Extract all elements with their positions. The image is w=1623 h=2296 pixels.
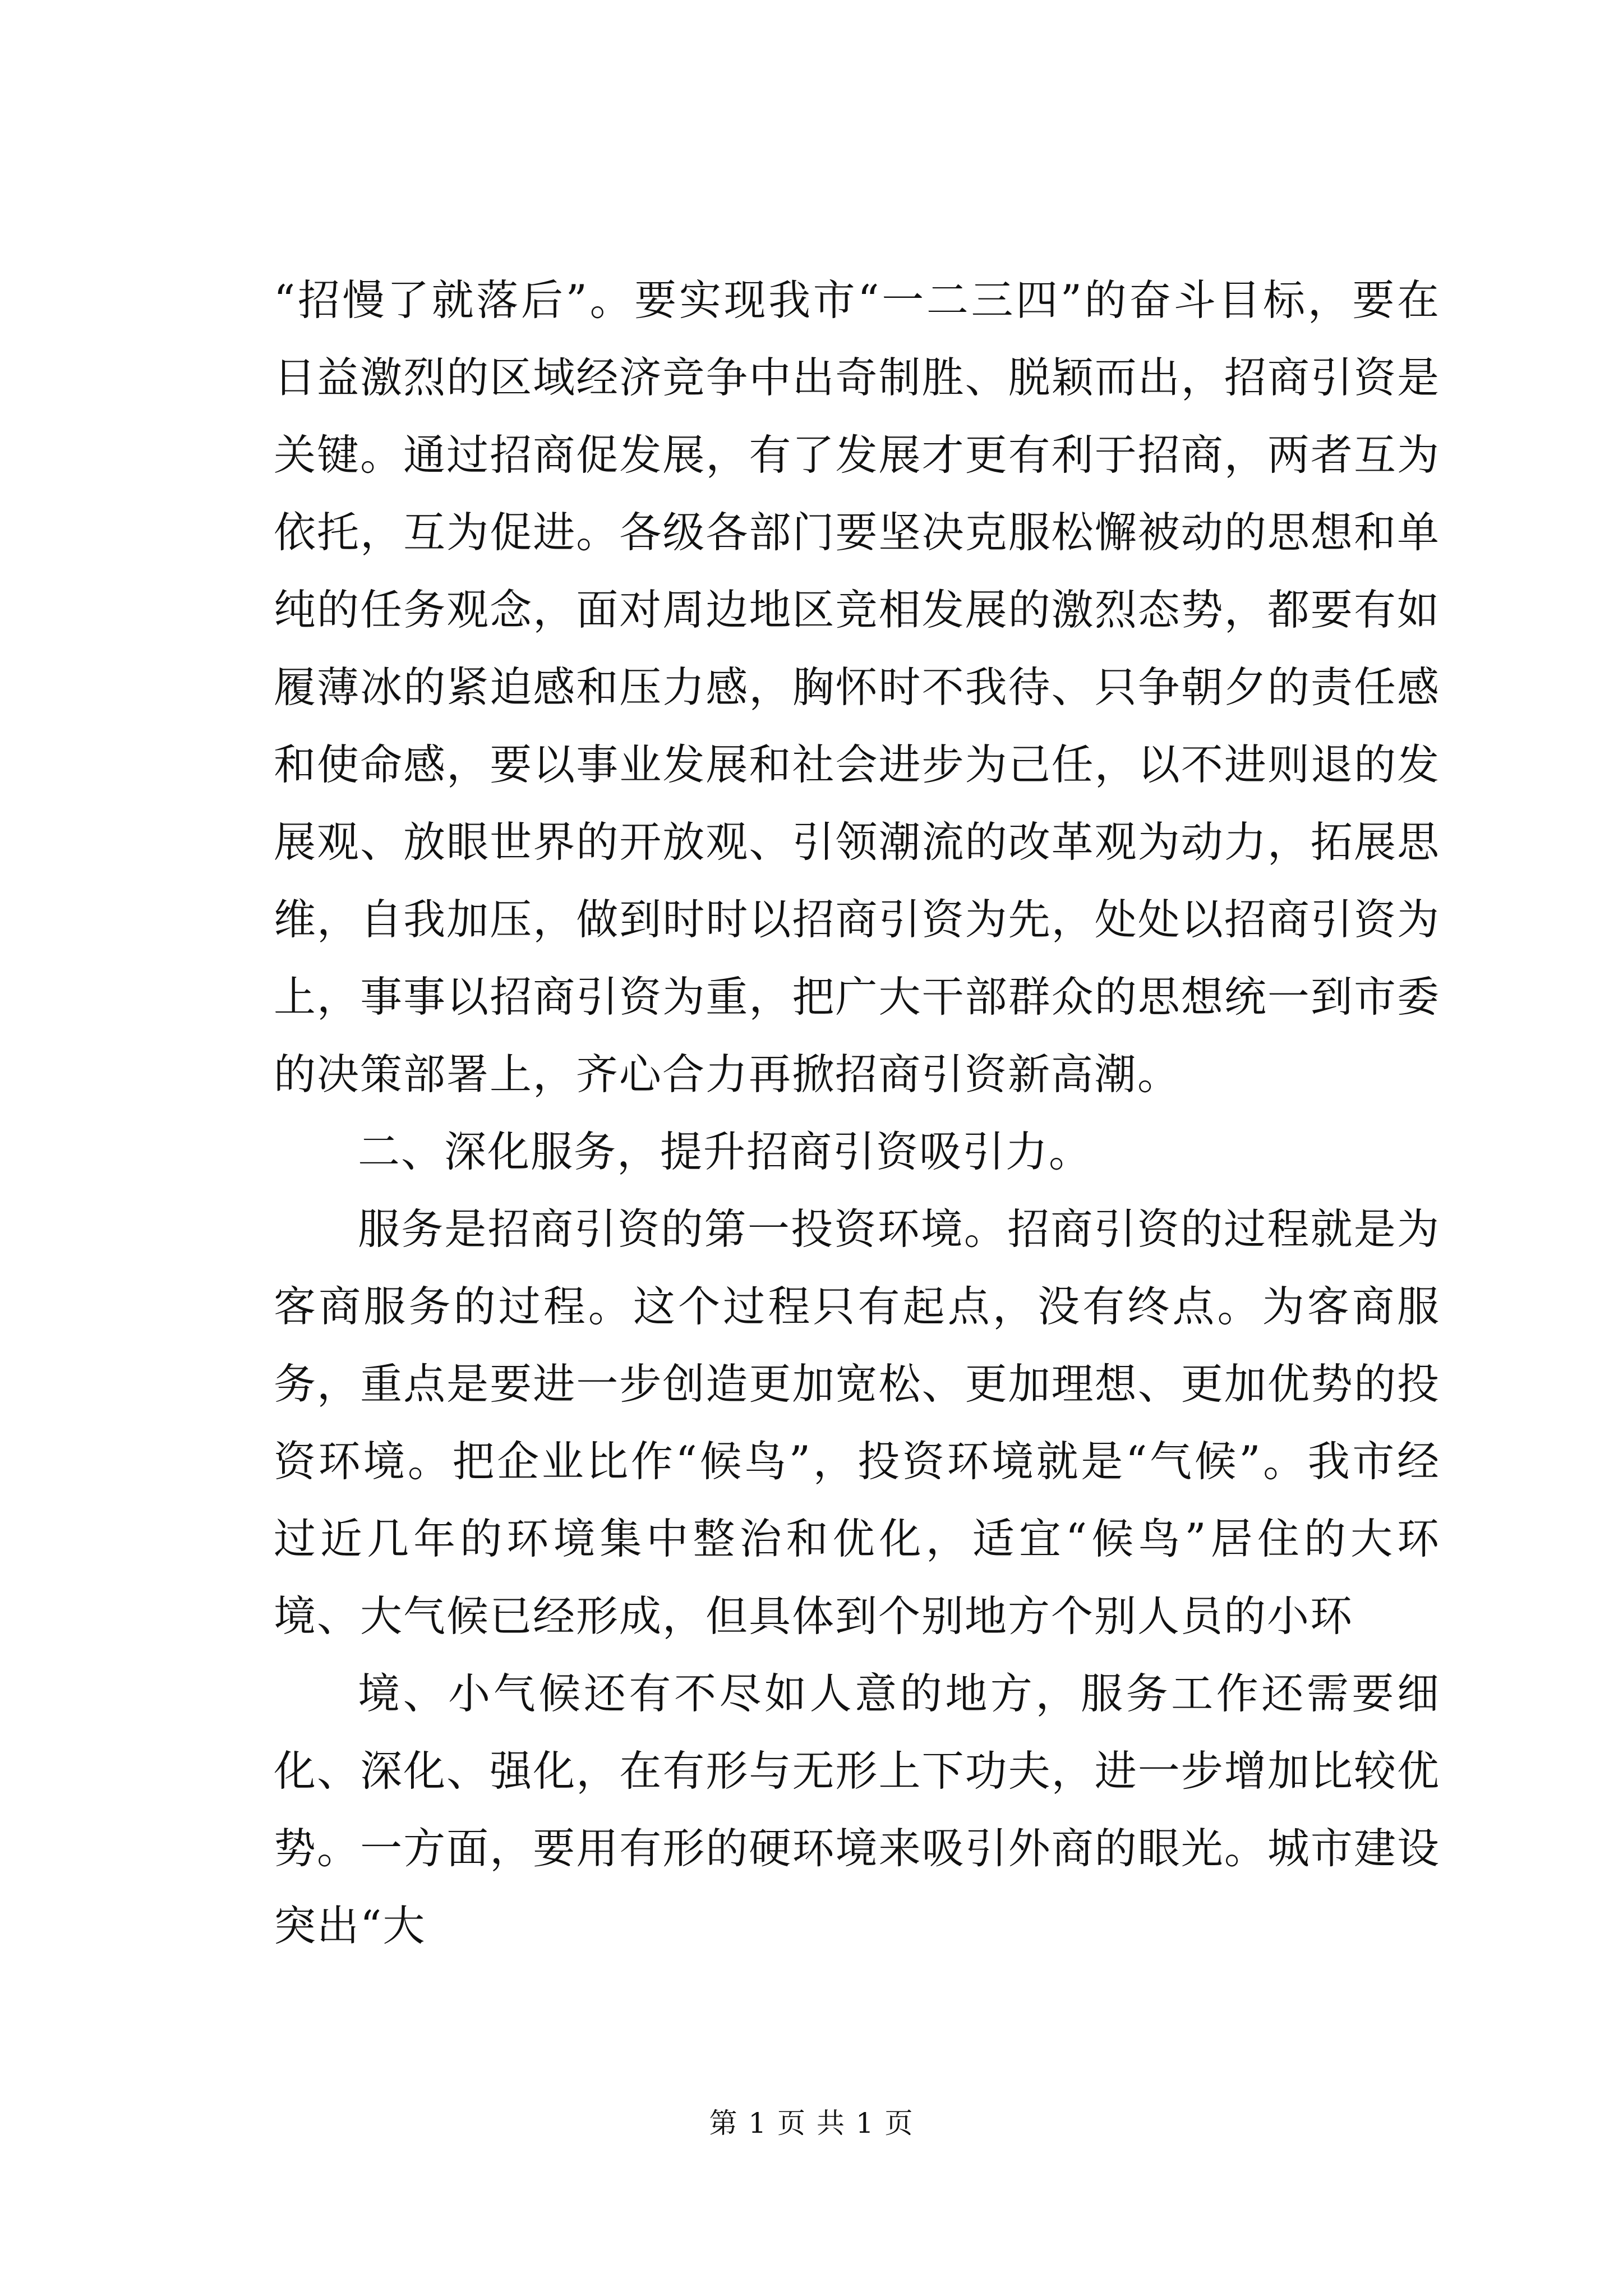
paragraph-service-environment: 服务是招商引资的第一投资环境。招商引资的过程就是为客商服务的过程。这个过程只有起点，没有终点。为客商服务，重点是要进一步创造更加宽松、更加理想、更加优势的投资环境。把企业比作“候鸟”，投资环境就是“气候”。我市经过近几年的环境集中整治和优化，适宜“候鸟”居住的大环境、大气候已经形成，但具体到个别地方个别人员的小环 <box>274 1204 1440 1641</box>
section-heading-deepen-service: 二、深化服务，提升招商引资吸引力。 <box>358 1127 1092 1176</box>
page-number-footer: 第 1 页 共 1 页 <box>709 2107 914 2139</box>
paragraph-small-environment: 境、小气候还有不尽如人意的地方，服务工作还需要细化、深化、强化，在有形与无形上下功夫，进一步增加比较优势。一方面，要用有形的硬环境来吸引外商的眼光。城市建设突出“大 <box>274 1669 1440 1950</box>
paragraph-investment-importance: “招慢了就落后”。要实现我市“一二三四”的奋斗目标，要在日益激烈的区域经济竞争中出奇制胜、脱颖而出，招商引资是关键。通过招商促发展，有了发展才更有利于招商，两者互为依托，互为促进。各级各部门要坚决克服松懈被动的思想和单纯的任务观念，面对周边地区竞相发展的激烈态势，都要有如履薄冰的紧迫感和压力感，胸怀时不我待、只争朝夕的责任感和使命感，要以事业发展和社会进步为己任，以不进则退的发展观、放眼世界的开放观、引领潮流的改革观为动力，拓展思维，自我加压，做到时时以招商引资为先，处处以招商引资为上，事事以招商引资为重，把广大干部群众的思想统一到市委的决策部署上，齐心合力再掀招商引资新高潮。 <box>274 275 1440 1099</box>
document-body <box>274 261 1440 1964</box>
